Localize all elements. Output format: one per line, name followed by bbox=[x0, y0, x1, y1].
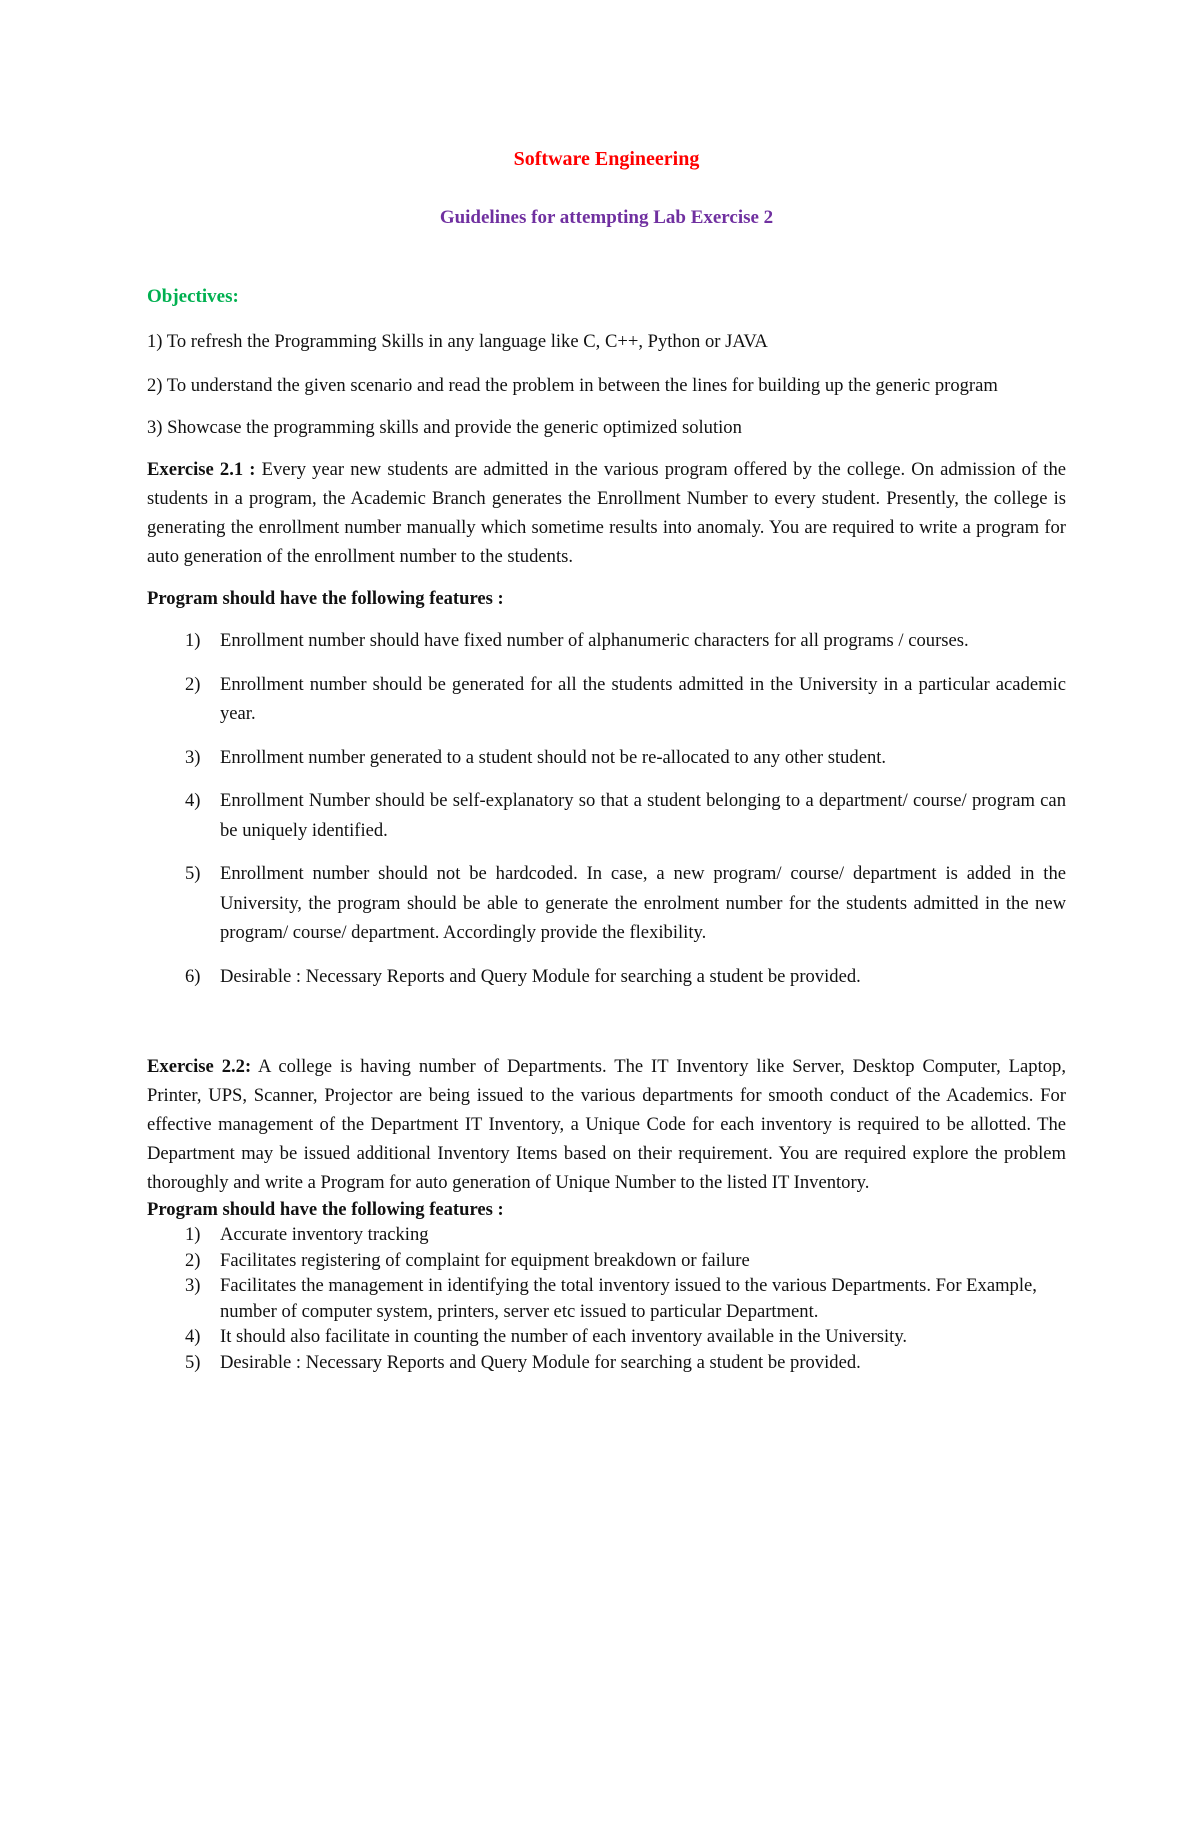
list-item-number: 5) bbox=[185, 863, 201, 884]
exercise-2-1-text: Every year new students are admitted in the various program offered by the college. On admission of the students in a program, the Academic Branch generates the Enrollment Number to every student. Presently, the college is generating the enrollment number manually which sometime results into anomaly. You are required to write a program for auto generation of the enrollment number to the students. bbox=[147, 459, 1066, 567]
list-item-text: Enrollment number generated to a student should not be re-allocated to any other student. bbox=[220, 746, 887, 768]
list-item bbox=[147, 1248, 1066, 1274]
document-subtitle: Guidelines for attempting Lab Exercise 2 bbox=[439, 207, 774, 228]
list-item bbox=[147, 1324, 1066, 1350]
list-item-text: Facilitates the management in identifying the total inventory issued to the various Departments. For Example, number of computer system, printers, server etc issued to particular Department. bbox=[220, 1275, 1037, 1322]
list-item bbox=[147, 1350, 1066, 1376]
list-item-number: 3) bbox=[185, 746, 201, 768]
list-item-text: Accurate inventory tracking bbox=[220, 1224, 429, 1245]
exercise-2-2-text: A college is having number of Departments. The IT Inventory like Server, Desktop Computer, Laptop, Printer, UPS, Scanner, Projector are being issued to the various departments for smooth conduct of the Academics. For effective management of the Department IT Inventory, a Unique Code for each inventory is required to be allotted. The Department may be issued additional Inventory Items based on their requirement. You are required explore the problem thoroughly and write a Program for auto generation of Unique Number to the listed IT Inventory. bbox=[147, 1056, 1066, 1193]
list-item-number: 1) bbox=[185, 1224, 201, 1245]
list-item-text: Enrollment number should have fixed number of alphanumeric characters for all programs / courses. bbox=[220, 630, 969, 651]
exercise-2-1-paragraph bbox=[147, 455, 1066, 571]
list-item-number: 4) bbox=[185, 1326, 201, 1347]
exercise-2-2-label: Exercise 2.2: bbox=[147, 1056, 252, 1077]
exercise-2-1-label: Exercise 2.1 : bbox=[147, 459, 256, 480]
list-item bbox=[147, 859, 1066, 948]
list-item bbox=[147, 962, 1066, 992]
list-item-number: 2) bbox=[185, 1249, 201, 1271]
objective-item: 1) To refresh the Programming Skills in any language like C, C++, Python or JAVA bbox=[147, 331, 768, 352]
list-item-text: Enrollment number should be generated for all the students admitted in the University in a particular academic year. bbox=[220, 673, 1066, 724]
exercise-2-2-paragraph bbox=[147, 1052, 1066, 1197]
list-item-number: 5) bbox=[185, 1351, 201, 1373]
objectives-heading: Objectives: bbox=[147, 286, 239, 307]
list-item-number: 4) bbox=[185, 790, 201, 811]
objective-item: 2) To understand the given scenario and read the problem in between the lines for building up the generic program bbox=[147, 375, 998, 396]
list-item-text: Desirable : Necessary Reports and Query Module for searching a student be provided. bbox=[220, 965, 861, 987]
list-item-number: 2) bbox=[185, 673, 201, 695]
list-item-number: 6) bbox=[185, 965, 201, 987]
list-item bbox=[147, 1273, 1066, 1324]
exercise-2-1-features-list bbox=[147, 626, 1066, 991]
list-item bbox=[147, 670, 1066, 729]
document-page bbox=[0, 146, 1200, 1842]
exercise-2-2-features-heading: Program should have the following features : bbox=[147, 1199, 504, 1220]
exercise-2-1-features-heading: Program should have the following features : bbox=[147, 588, 504, 609]
exercise-2-2-features-list bbox=[147, 1222, 1066, 1375]
list-item bbox=[147, 743, 1066, 773]
list-item bbox=[147, 1222, 1066, 1248]
document-title: Software Engineering bbox=[513, 148, 700, 170]
list-item-text: Desirable : Necessary Reports and Query Module for searching a student be provided. bbox=[220, 1351, 861, 1373]
list-item bbox=[147, 786, 1066, 845]
list-item-text: Enrollment Number should be self-explanatory so that a student belonging to a department/ course/ program can be uniquely identified. bbox=[220, 790, 1066, 841]
list-item-text: Enrollment number should not be hardcoded. In case, a new program/ course/ department is added in the University, the program should be able to generate the enrolment number for the students admitted in the new program/ course/ department. Accordingly provide the flexibility. bbox=[220, 863, 1066, 943]
list-item-text: It should also facilitate in counting the number of each inventory available in the University. bbox=[220, 1326, 908, 1347]
list-item-number: 3) bbox=[185, 1275, 201, 1296]
list-item-number: 1) bbox=[185, 630, 201, 651]
list-item-text: Facilitates registering of complaint for equipment breakdown or failure bbox=[220, 1249, 750, 1271]
list-item bbox=[147, 626, 1066, 656]
objective-item: 3) Showcase the programming skills and provide the generic optimized solution bbox=[147, 417, 742, 438]
